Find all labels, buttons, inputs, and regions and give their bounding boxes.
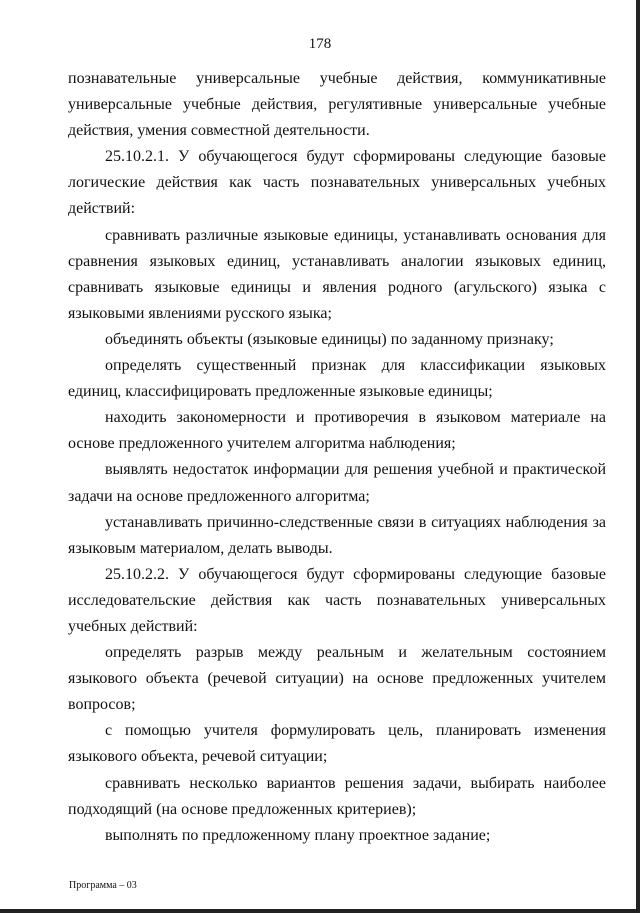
list-item: определять существенный признак для классификации языковых единиц, классифицировать предложенные языковые единицы; <box>68 357 606 401</box>
paragraph: познавательные универсальные учебные действия, коммуникативные универсальные учебные действия, регулятивные универсальные учебные действия, умения совместной деятельности. <box>68 70 606 140</box>
section-heading-25-10-2-1: 25.10.2.1. У обучающегося будут сформированы следующие базовые логические действия как часть познавательных универсальных учебных действий: <box>68 148 606 218</box>
list-item: объединять объекты (языковые единицы) по заданному признаку; <box>105 330 554 348</box>
footer-label: Программа – 03 <box>69 880 137 891</box>
page-number: 178 <box>308 36 332 52</box>
document-body <box>68 66 606 849</box>
list-item: сравнивать различные языковые единицы, устанавливать основания для сравнения языковых единиц, устанавливать аналогии языковых единиц, сравнивать языковые единицы и явления родного (агульского) языка с языковыми явлениями русского языка; <box>68 226 606 322</box>
list-item: выявлять недостаток информации для решения учебной и практической задачи на основе предложенного алгоритма; <box>68 461 606 505</box>
list-item: сравнивать несколько вариантов решения задачи, выбирать наиболее подходящий (на основе предложенных критериев); <box>68 774 606 818</box>
list-item: выполнять по предложенному плану проектное задание; <box>105 826 491 844</box>
list-item: определять разрыв между реальным и желательным состоянием языкового объекта (речевой ситуации) на основе предложенных учителем вопросов; <box>68 644 606 714</box>
section-heading-25-10-2-2: 25.10.2.2. У обучающегося будут сформированы следующие базовые исследовательские действия как часть познавательных универсальных учебных действий: <box>68 565 606 635</box>
list-item: с помощью учителя формулировать цель, планировать изменения языкового объекта, речевой ситуации; <box>68 722 606 766</box>
list-item: устанавливать причинно-следственные связи в ситуациях наблюдения за языковым материалом, делать выводы. <box>68 513 606 557</box>
list-item: находить закономерности и противоречия в языковом материале на основе предложенного учителем алгоритма наблюдения; <box>68 409 606 453</box>
